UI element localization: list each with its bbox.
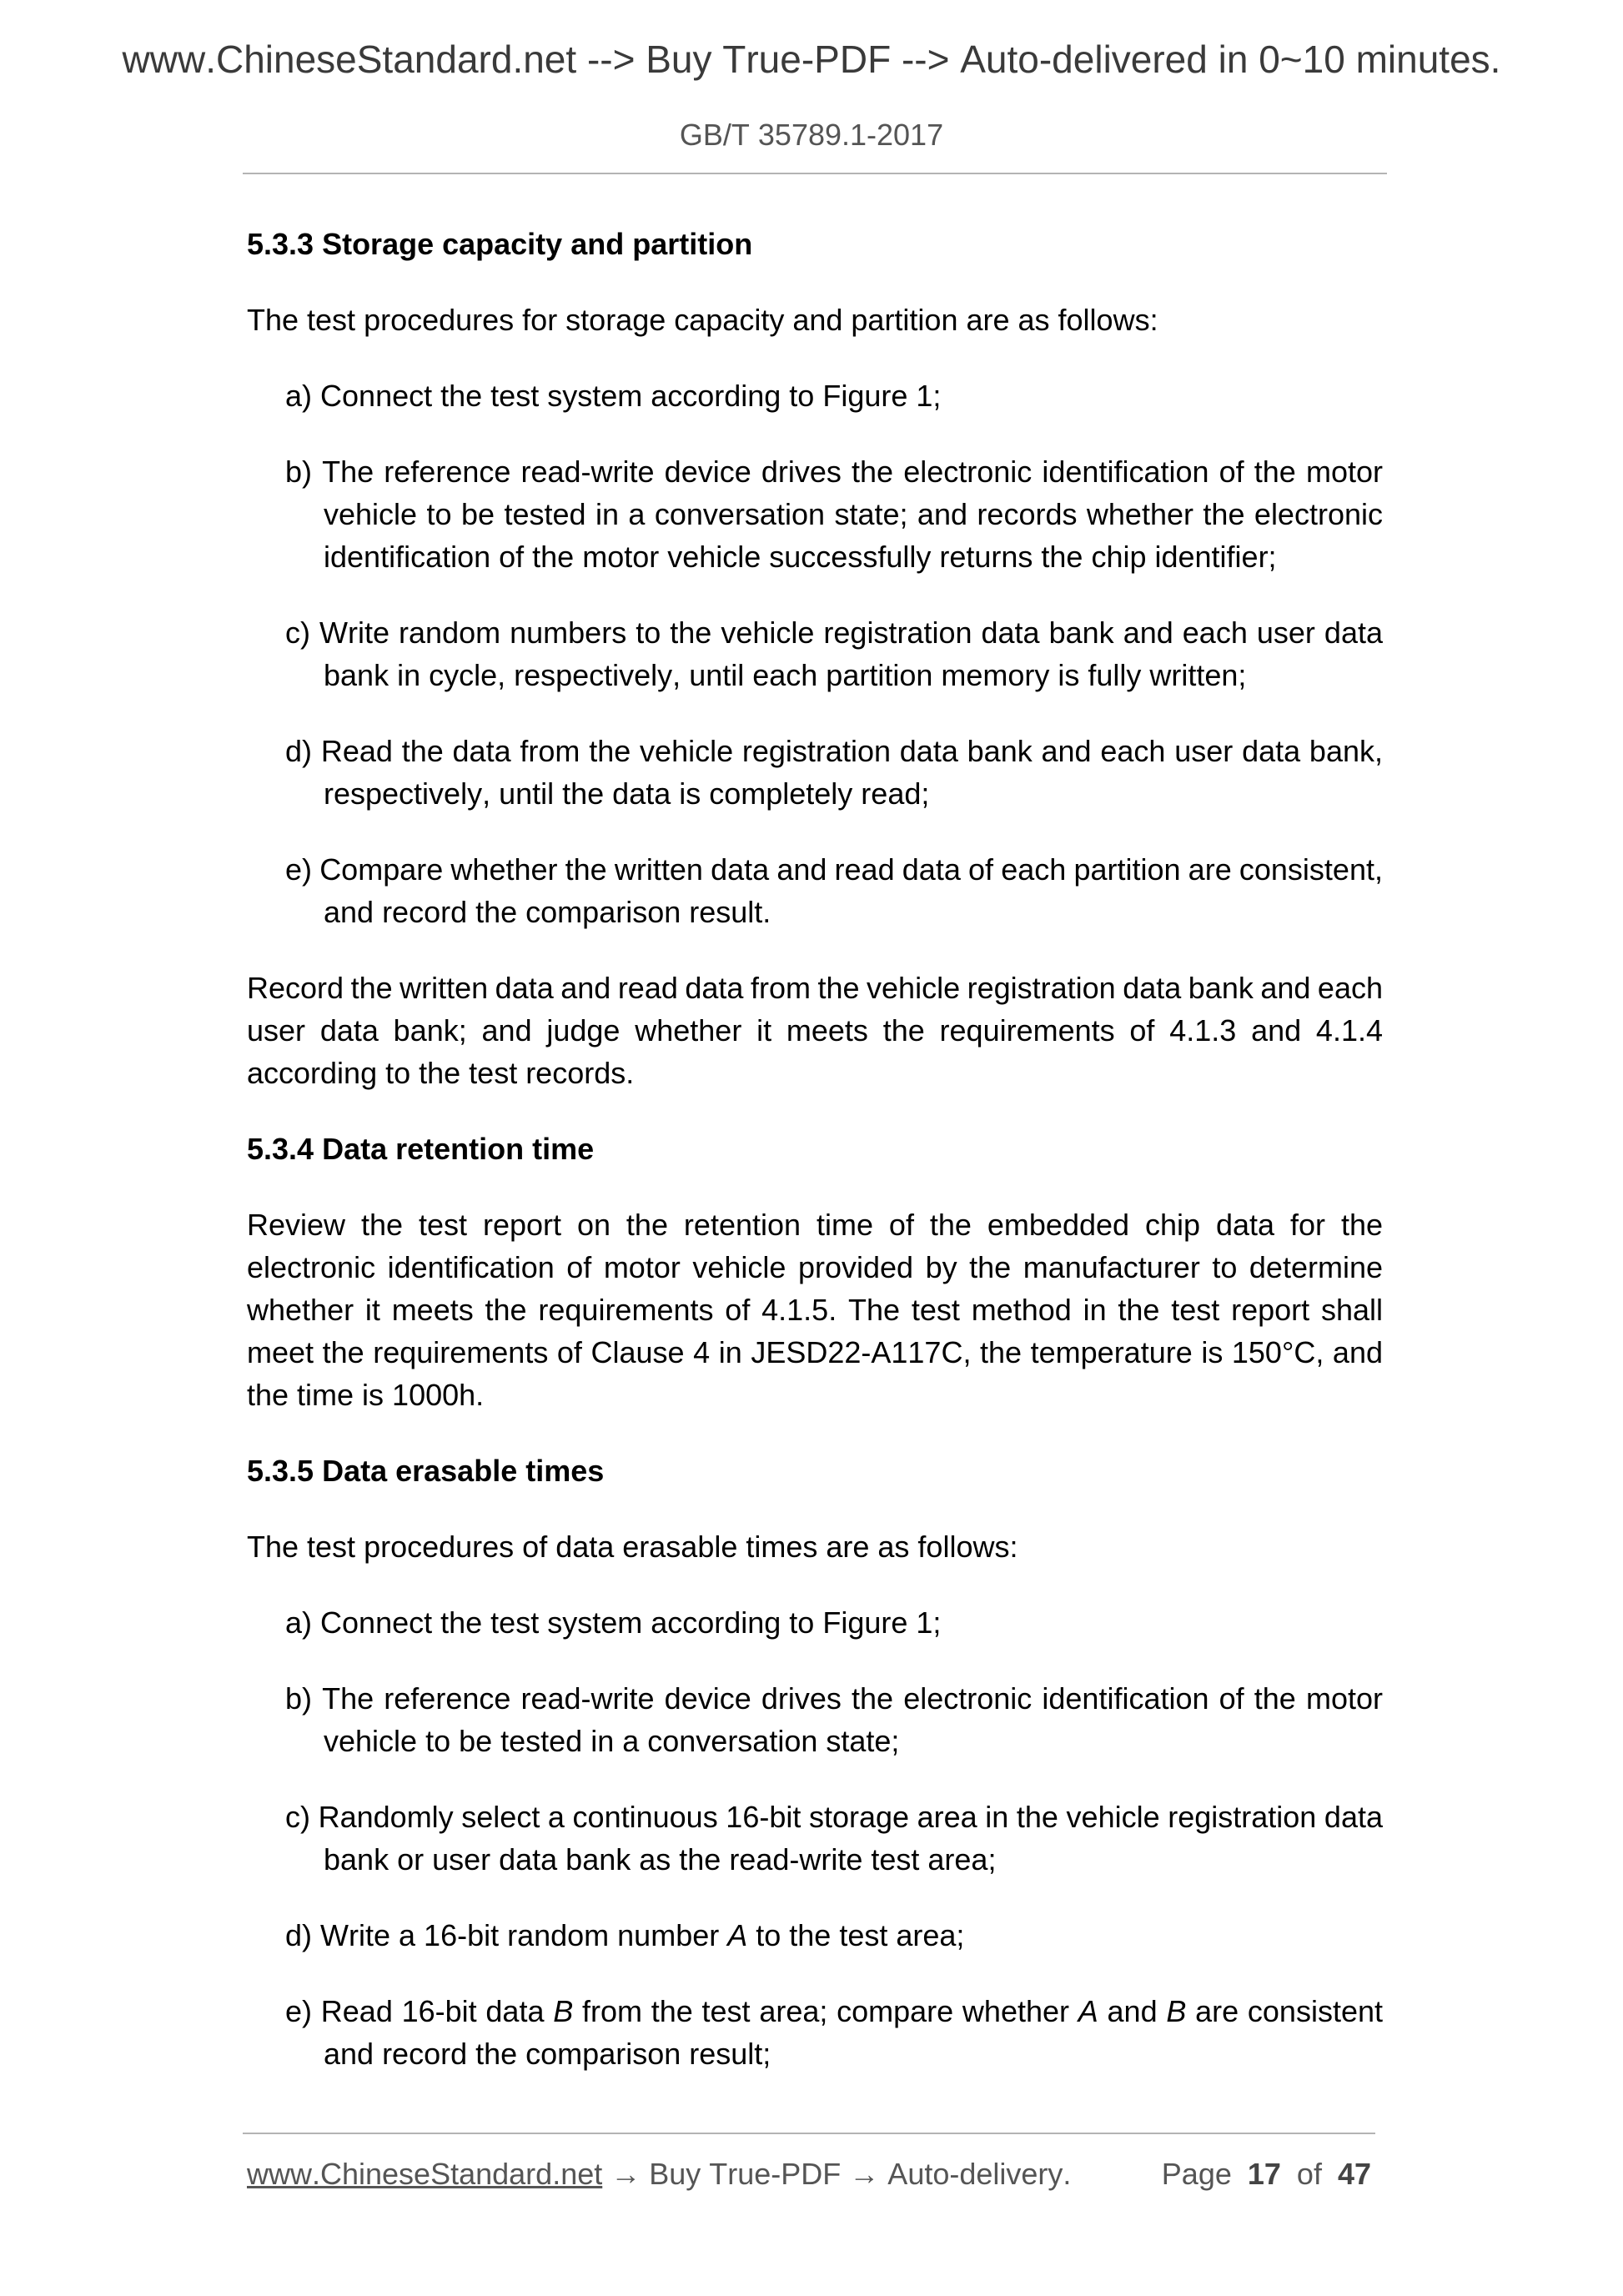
step-item-c xyxy=(247,1796,1383,1881)
section-heading-5-3-5 xyxy=(247,1449,1383,1492)
step-item-d xyxy=(247,1914,1383,1957)
step-line: and record the comparison result; xyxy=(324,2037,771,2071)
paragraph-line: The test procedures of data erasable times are as follows: xyxy=(247,1530,1018,1564)
step-line xyxy=(285,450,1383,493)
step-line xyxy=(285,1990,1383,2032)
section-heading: 5.3.3 Storage capacity and partition xyxy=(247,227,753,261)
paragraph-line: user data bank; and judge whether it meets the requirements of 4.1.3 and 4.1.4 xyxy=(247,1013,1383,1048)
step-item-b xyxy=(247,1677,1383,1762)
section-heading-5-3-4 xyxy=(247,1128,1383,1170)
step-text: are consistent xyxy=(1186,1994,1383,2028)
variable-b: B xyxy=(553,1994,574,2028)
step-line xyxy=(285,730,1383,772)
step-line: respectively, until the data is completely read; xyxy=(324,776,930,811)
step-line: bank in cycle, respectively, until each partition memory is fully written; xyxy=(324,658,1247,692)
step-text: The reference read-write device drives the electronic identification of the motor xyxy=(322,455,1383,489)
step-item-c xyxy=(247,611,1383,696)
intro-paragraph xyxy=(247,1525,1383,1568)
step-item-e xyxy=(247,1990,1383,2075)
promo-banner: www.ChineseStandard.net --> Buy True-PDF --> Auto-delivered in 0~10 minutes. xyxy=(122,38,1501,81)
of-label: of xyxy=(1296,2157,1322,2191)
paragraph-line: electronic identification of motor vehicle provided by the manufacturer to determine xyxy=(247,1250,1383,1284)
step-line xyxy=(285,1914,1383,1957)
step-line xyxy=(285,1601,1383,1644)
section-heading: 5.3.4 Data retention time xyxy=(247,1132,595,1166)
total-pages: 47 xyxy=(1337,2157,1371,2191)
variable-a: A xyxy=(727,1918,748,1952)
step-label: c) xyxy=(285,615,310,650)
step-label: d) xyxy=(285,734,313,768)
page-body xyxy=(247,223,1383,2075)
paragraph-line: Record the written data and read data from the vehicle registration data bank and each xyxy=(247,971,1383,1005)
step-item-e xyxy=(247,848,1383,933)
step-label: d) xyxy=(285,1918,313,1952)
step-line: vehicle to be tested in a conversation state; and records whether the electronic xyxy=(324,497,1383,531)
step-line: and record the comparison result. xyxy=(324,895,771,929)
step-text: Compare whether the written data and read data of each partition are consistent, xyxy=(319,852,1383,887)
conclusion-paragraph xyxy=(247,967,1383,1094)
step-line: bank or user data bank as the read-write test area; xyxy=(324,1842,997,1876)
step-line: identification of the motor vehicle successfully returns the chip identifier; xyxy=(324,540,1277,574)
footer-site-link[interactable]: www.ChineseStandard.net xyxy=(247,2157,603,2191)
page-footer xyxy=(247,2153,1371,2195)
step-item-d xyxy=(247,730,1383,815)
document-code: GB/T 35789.1-2017 xyxy=(679,118,944,152)
footer-left xyxy=(247,2153,1071,2195)
step-label: b) xyxy=(285,455,313,489)
step-label: a) xyxy=(285,379,313,413)
section-heading-5-3-3 xyxy=(247,223,1383,265)
step-text: Randomly select a continuous 16-bit storage area in the vehicle registration data xyxy=(318,1800,1383,1834)
paragraph-line: Review the test report on the retention time of the embedded chip data for the xyxy=(247,1208,1383,1242)
step-text: Write a 16-bit random number xyxy=(320,1918,728,1952)
header-divider xyxy=(243,173,1387,174)
step-text: Read the data from the vehicle registration data bank and each user data bank, xyxy=(320,734,1383,768)
step-text: Read 16-bit data xyxy=(320,1994,554,2028)
step-label: e) xyxy=(285,852,313,887)
step-text: Connect the test system according to Figure 1; xyxy=(320,1605,942,1640)
variable-a: A xyxy=(1078,1994,1098,2028)
step-label: a) xyxy=(285,1605,313,1640)
step-text: from the test area; compare whether xyxy=(573,1994,1078,2028)
step-item-a xyxy=(247,374,1383,417)
step-label: b) xyxy=(285,1681,313,1716)
step-line: vehicle to be tested in a conversation state; xyxy=(324,1724,900,1758)
step-line xyxy=(285,374,1383,417)
footer-tagline: → Buy True-PDF → Auto-delivery. xyxy=(611,2157,1072,2191)
page-indicator xyxy=(1162,2153,1371,2195)
paragraph-line: according to the test records. xyxy=(247,1056,635,1090)
step-text: Connect the test system according to Figure 1; xyxy=(320,379,942,413)
section-heading: 5.3.5 Data erasable times xyxy=(247,1454,605,1488)
paragraph-line: The test procedures for storage capacity and partition are as follows: xyxy=(247,303,1158,337)
page-label: Page xyxy=(1161,2157,1232,2191)
paragraph-line: whether it meets the requirements of 4.1.5. The test method in the test report shall xyxy=(247,1293,1383,1327)
step-line xyxy=(285,1796,1383,1838)
step-label: e) xyxy=(285,1994,313,2028)
retention-paragraph xyxy=(247,1203,1383,1416)
step-text: Write random numbers to the vehicle registration data bank and each user data xyxy=(319,615,1383,650)
paragraph-line: meet the requirements of Clause 4 in JESD22-A117C, the temperature is 150°C, and xyxy=(247,1335,1383,1369)
step-text: and xyxy=(1098,1994,1167,2028)
step-item-a xyxy=(247,1601,1383,1644)
current-page-number: 17 xyxy=(1247,2157,1281,2191)
footer-divider xyxy=(243,2133,1375,2134)
step-line xyxy=(285,1677,1383,1720)
step-line xyxy=(285,848,1383,891)
step-line xyxy=(285,611,1383,654)
step-text: to the test area; xyxy=(747,1918,965,1952)
step-item-b xyxy=(247,450,1383,578)
intro-paragraph xyxy=(247,299,1383,341)
step-label: c) xyxy=(285,1800,310,1834)
variable-b: B xyxy=(1166,1994,1187,2028)
paragraph-line: the time is 1000h. xyxy=(247,1378,485,1412)
step-text: The reference read-write device drives the electronic identification of the motor xyxy=(322,1681,1383,1716)
